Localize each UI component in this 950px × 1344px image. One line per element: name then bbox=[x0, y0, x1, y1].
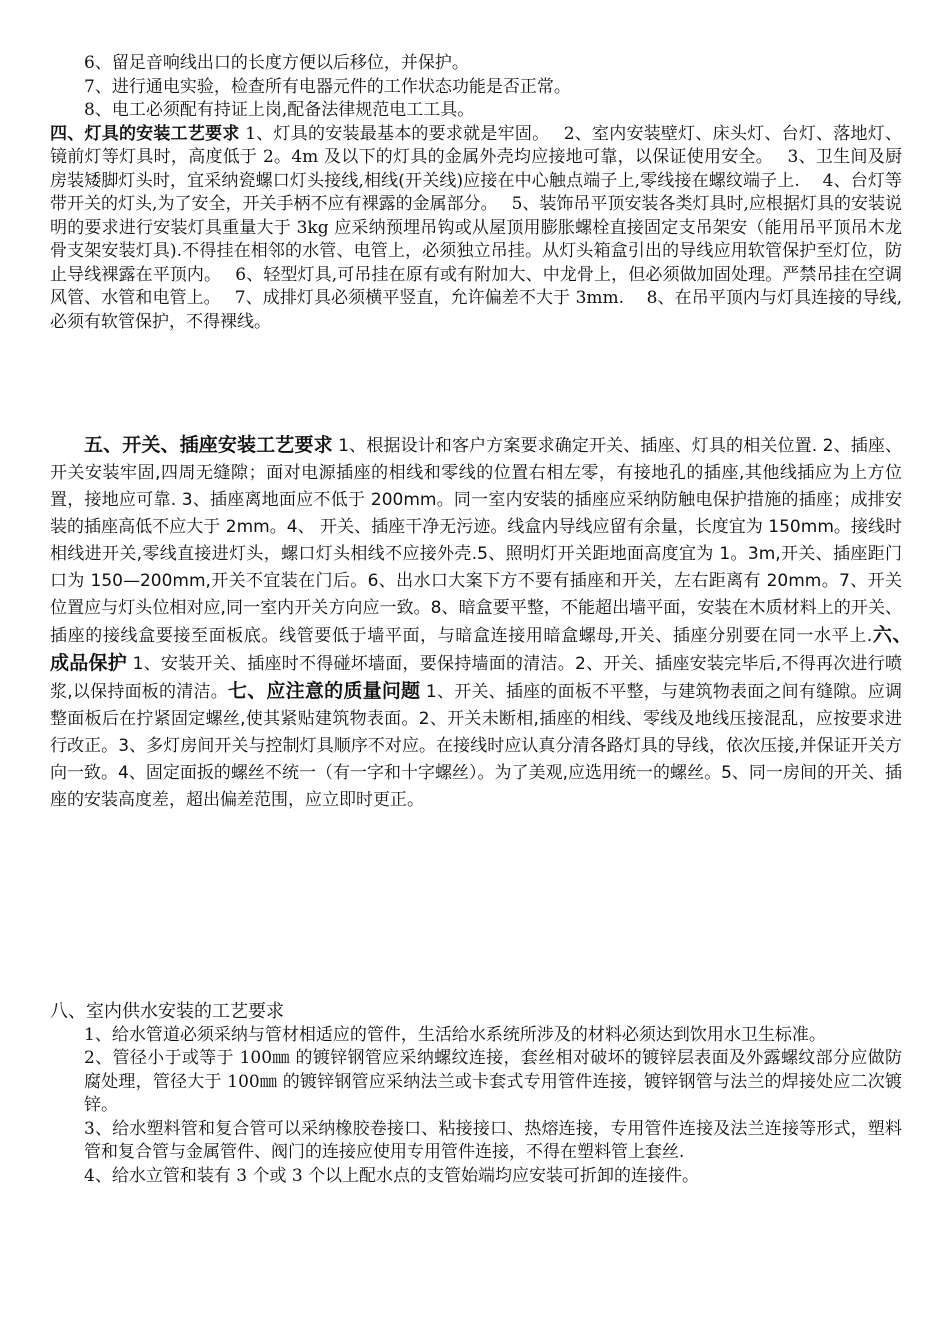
section-4-heading: 四、灯具的安装工艺要求 bbox=[50, 123, 240, 144]
item-8-paragraph: 8、电工必须配有持证上岗,配备法律规范电工工具。 bbox=[84, 100, 475, 120]
section-8-item-1: 1、给水管道必须采纳与管材相适应的管件，生活给水系统所涉及的材料必须达到饮用水卫生标准。 bbox=[84, 1024, 826, 1045]
section-switch-block bbox=[50, 432, 922, 814]
section-lighting-block bbox=[50, 52, 902, 334]
section-8-heading: 八、室内供水安装的工艺要求 bbox=[50, 1001, 284, 1022]
item-6-paragraph: 6、留足音响线出口的长度方便以后移位，并保护。 bbox=[84, 53, 469, 73]
section-6-body: 1、安装开关、插座时不得碰坏墙面，要保持墙面的清洁。2、开关、插座安装完毕后,不得再次进行喷浆,以保持面板的清洁。 bbox=[50, 654, 902, 702]
section-8-item-3: 3、给水塑料管和复合管可以采纳橡胶卷接口、粘接接口、热熔连接，专用管件连接及法兰连接等形式，塑料管和复合管与金属管件、阀门的连接应使用专用管件连接，不得在塑料管上套丝. bbox=[84, 1118, 902, 1162]
section-7-heading: 七、应注意的质量问题 bbox=[227, 680, 421, 702]
section-5-heading: 五、开关、插座安装工艺要求 bbox=[84, 434, 333, 456]
section-5-7-paragraph bbox=[50, 432, 922, 814]
section-8-item-2: 2、管径小于或等于 100㎜ 的镀锌钢管应采纳螺纹连接，套丝相对破坏的镀锌层表面及外露螺纹部分应做防腐处理，管径大于 100㎜ 的镀锌钢管应采纳法兰或卡套式专用管件连接，镀锌钢管与法兰的焊接处应二次镀锌。 bbox=[84, 1048, 902, 1115]
section-5-body: 1、根据设计和客户方案要求确定开关、插座、灯具的相关位置. 2、插座、开关安装牢固,四周无缝隙；面对电源插座的相线和零线的位置右相左零，有接地孔的插座,其他线插应为上方位置，接地应可靠. 3、插座离地面应不低于 200mm。同一室内安装的插座应采纳防触电保护措施的插座；成排安装的插座高低不应大于 2mm。4、 开关、插座干净无污迹。线盒内导线应留有余量，长度宜为 150mm。接线时相线进开关,零线直接进灯头，螺口灯头相线不应接外壳.5、照明灯开关距地面高度宜为 1。3m,开关、插座距门口为 150—200mm,开关不宜装在门后。6、出水口大案下方不要有插座和开关，左右距离有 20mm。7、开关位置应与灯头位相对应,同一室内开关方向应一致。8、暗盒要平整，不能超出墙平面，安装在木质材料上的开关、插座的接线盒要接至面板底。线管要低于墙平面，与暗盒连接用暗盒螺母,开关、插座分别要在同一水平上. bbox=[50, 436, 902, 646]
section-6-heading: 六、 成品保护 bbox=[50, 624, 922, 674]
section-8-item-4: 4、给水立管和装有 3 个或 3 个以上配水点的支管始端均应安装可折卸的连接件。 bbox=[84, 1165, 700, 1186]
section-4-body: 1、灯具的安装最基本的要求就是牢固。 2、室内安装壁灯、床头灯、台灯、落地灯、镜前灯等灯具时，高度低于 2。4m 及以下的灯具的金属外壳均应接地可靠，以保证使用安全。 3、卫生间及厨房装矮脚灯头时，宜采纳瓷螺口灯头接线,相线(开关线)应接在中心触点端子上,零线接在螺纹端子上. 4、台灯等带开关的灯头,为了安全，开关手柄不应有裸露的金属部分。 5、装饰吊平顶安装各类灯具时,应根据灯具的安装说明的要求进行安装灯具重量大于 3kg 应采纳预埋吊钩或从屋顶用膨胀螺栓直接固定支吊架安（能用吊平顶吊木龙骨支架安装灯具).不得挂在相邻的水管、电管上，必须独立吊挂。从灯头箱盒引出的导线应用软管保护至灯位，防止导线裸露在平顶内。 6、轻型灯具,可吊挂在原有或有附加大、中龙骨上，但必须做加固处理。严禁吊挂在空调风管、水管和电管上。 7、成排灯具必须横平竖直，允许偏差不大于 3mm. 8、在吊平顶内与灯具连接的导线,必须有软管保护，不得裸线。 bbox=[50, 123, 902, 332]
section-4-paragraph bbox=[50, 123, 902, 335]
section-7-body: 1、开关、插座的面板不平整，与建筑物表面之间有缝隙。应调整面板后在拧紧固定螺丝,使其紧贴建筑物表面。2、开关未断相,插座的相线、零线及地线压接混乱，应按要求进行改正。3、多灯房间开关与控制灯具顺序不对应。在接线时应认真分清各路灯具的导线，依次压接,并保证开关方向一致。4、固定面扳的螺丝不统一（有一字和十字螺丝）。为了美观,应选用统一的螺丝。5、同一房间的开关、插座的安装高度差，超出偏差范围，应立即时更正。 bbox=[50, 682, 903, 810]
section-water-block bbox=[50, 1000, 902, 1188]
item-7-paragraph: 7、进行通电实验，检查所有电器元件的工作状态功能是否正常。 bbox=[84, 76, 571, 97]
